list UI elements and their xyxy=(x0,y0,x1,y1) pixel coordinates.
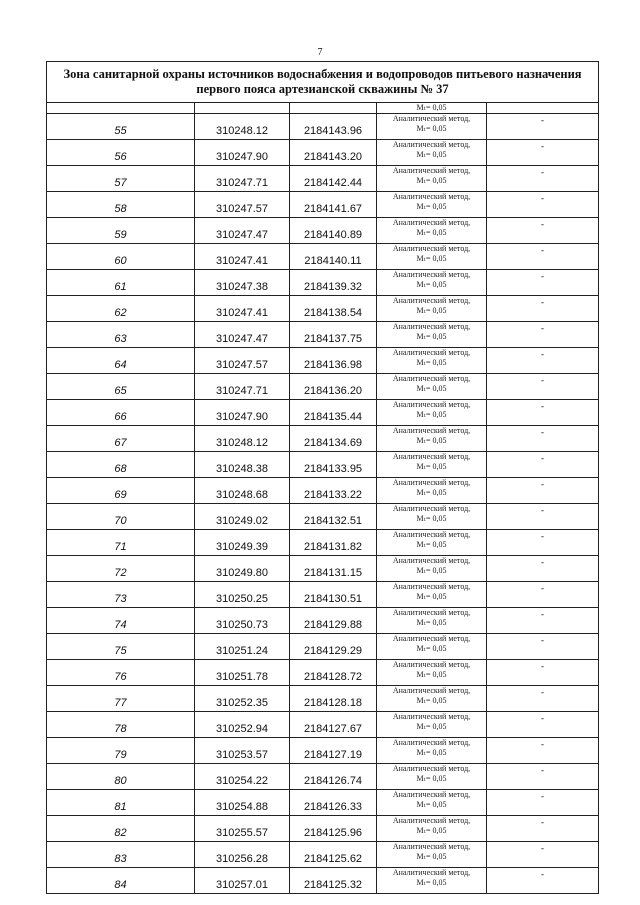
cell-err: - xyxy=(487,686,599,712)
cell-y: 2184128.18 xyxy=(290,686,377,712)
cell-err: - xyxy=(487,192,599,218)
method-accuracy: Mₜ= 0,05 xyxy=(416,332,447,341)
method-name: Аналитический метод, xyxy=(392,374,471,383)
method-accuracy: Mₜ= 0,05 xyxy=(416,410,447,419)
cell-y: 2184142.44 xyxy=(290,166,377,192)
cell-x: 310247.90 xyxy=(195,400,290,426)
cell-x xyxy=(195,103,290,114)
method-accuracy: Mₜ= 0,05 xyxy=(416,774,447,783)
cell-y: 2184139.32 xyxy=(290,270,377,296)
table-row xyxy=(47,686,599,712)
cell-method xyxy=(377,166,487,192)
cell-x: 310249.80 xyxy=(195,556,290,582)
cell-x: 310255.57 xyxy=(195,816,290,842)
table-title-line-1: Зона санитарной охраны источников водоснабжения и водопроводов питьевого назначения xyxy=(63,67,582,81)
cell-err: - xyxy=(487,582,599,608)
method-name: Аналитический метод, xyxy=(392,660,471,669)
cell-x: 310247.90 xyxy=(195,140,290,166)
method-name: Аналитический метод, xyxy=(392,608,471,617)
cell-method xyxy=(377,296,487,322)
cell-x: 310247.57 xyxy=(195,348,290,374)
method-accuracy: Mₜ= 0,05 xyxy=(416,488,447,497)
cell-x: 310248.12 xyxy=(195,114,290,140)
cell-num: 57 xyxy=(47,166,195,192)
table-row xyxy=(47,400,599,426)
cell-err: - xyxy=(487,816,599,842)
cell-err: - xyxy=(487,842,599,868)
method-accuracy: Mₜ= 0,05 xyxy=(416,644,447,653)
method-name: Аналитический метод, xyxy=(392,842,471,851)
cell-y: 2184143.96 xyxy=(290,114,377,140)
method-name: Аналитический метод, xyxy=(392,296,471,305)
cell-y: 2184126.74 xyxy=(290,764,377,790)
cell-num: 66 xyxy=(47,400,195,426)
cell-err: - xyxy=(487,296,599,322)
cell-method xyxy=(377,322,487,348)
method-accuracy: Mₜ= 0,05 xyxy=(416,462,447,471)
cell-method xyxy=(377,582,487,608)
method-name: Аналитический метод, xyxy=(392,452,471,461)
cell-method xyxy=(377,842,487,868)
method-accuracy: Mₜ= 0,05 xyxy=(416,618,447,627)
method-accuracy: Mₜ= 0,05 xyxy=(416,254,447,263)
cell-err: - xyxy=(487,530,599,556)
method-name: Аналитический метод, xyxy=(392,166,471,175)
cell-num: 63 xyxy=(47,322,195,348)
method-accuracy: Mₜ= 0,05 xyxy=(416,592,447,601)
cell-x: 310252.35 xyxy=(195,686,290,712)
table-row xyxy=(47,868,599,894)
cell-y: 2184127.67 xyxy=(290,712,377,738)
cell-y: 2184134.69 xyxy=(290,426,377,452)
cell-method xyxy=(377,103,487,114)
cell-method xyxy=(377,790,487,816)
table-row xyxy=(47,842,599,868)
method-accuracy: Mₜ= 0,05 xyxy=(416,722,447,731)
table-row xyxy=(47,322,599,348)
cell-method xyxy=(377,712,487,738)
method-accuracy: Mₜ= 0,05 xyxy=(416,436,447,445)
cell-num: 67 xyxy=(47,426,195,452)
cell-method xyxy=(377,634,487,660)
table-row xyxy=(47,556,599,582)
cell-x: 310247.57 xyxy=(195,192,290,218)
cell-method xyxy=(377,556,487,582)
cell-num: 71 xyxy=(47,530,195,556)
cell-y: 2184131.15 xyxy=(290,556,377,582)
cell-num: 62 xyxy=(47,296,195,322)
cell-num: 78 xyxy=(47,712,195,738)
cell-x: 310249.39 xyxy=(195,530,290,556)
table-row xyxy=(47,192,599,218)
cell-y: 2184141.67 xyxy=(290,192,377,218)
cell-y: 2184130.51 xyxy=(290,582,377,608)
table-row xyxy=(47,738,599,764)
method-accuracy: Mₜ= 0,05 xyxy=(416,202,447,211)
cell-method xyxy=(377,374,487,400)
cell-method xyxy=(377,192,487,218)
cell-method xyxy=(377,868,487,894)
coordinates-table xyxy=(46,61,599,894)
cell-err: - xyxy=(487,374,599,400)
method-name: Аналитический метод, xyxy=(392,582,471,591)
method-accuracy: Mₜ= 0,05 xyxy=(416,228,447,237)
cell-num: 84 xyxy=(47,868,195,894)
table-row xyxy=(47,478,599,504)
cell-err: - xyxy=(487,556,599,582)
cell-err: - xyxy=(487,712,599,738)
cell-x: 310248.12 xyxy=(195,426,290,452)
cell-y: 2184125.62 xyxy=(290,842,377,868)
cell-err: - xyxy=(487,764,599,790)
table-row xyxy=(47,634,599,660)
cell-num: 72 xyxy=(47,556,195,582)
table-row xyxy=(47,504,599,530)
table-row xyxy=(47,218,599,244)
method-name: Аналитический метод, xyxy=(392,400,471,409)
method-name: Аналитический метод, xyxy=(392,504,471,513)
method-name: Аналитический метод, xyxy=(392,634,471,643)
method-name: Аналитический метод, xyxy=(392,556,471,565)
table-row xyxy=(47,114,599,140)
cell-err: - xyxy=(487,660,599,686)
cell-num: 76 xyxy=(47,660,195,686)
cell-x: 310247.47 xyxy=(195,218,290,244)
cell-num: 59 xyxy=(47,218,195,244)
cell-y: 2184140.11 xyxy=(290,244,377,270)
table-title-row xyxy=(47,62,599,103)
cell-num: 83 xyxy=(47,842,195,868)
cell-method xyxy=(377,504,487,530)
cell-method xyxy=(377,478,487,504)
cell-x: 310256.28 xyxy=(195,842,290,868)
table-row xyxy=(47,608,599,634)
cell-num: 74 xyxy=(47,608,195,634)
method-name: Аналитический метод, xyxy=(392,868,471,877)
cell-method xyxy=(377,400,487,426)
table-row-continued xyxy=(47,103,599,114)
cell-err: - xyxy=(487,868,599,894)
cell-y: 2184136.20 xyxy=(290,374,377,400)
cell-err: - xyxy=(487,244,599,270)
cell-num: 82 xyxy=(47,816,195,842)
table-row xyxy=(47,452,599,478)
method-accuracy: Mₜ= 0,05 xyxy=(416,514,447,523)
method-accuracy: Mₜ= 0,05 xyxy=(416,176,447,185)
cell-err: - xyxy=(487,348,599,374)
cell-x: 310257.01 xyxy=(195,868,290,894)
table-row xyxy=(47,764,599,790)
method-accuracy: Mₜ= 0,05 xyxy=(416,124,447,133)
method-accuracy: Mₜ= 0,05 xyxy=(416,748,447,757)
cell-x: 310249.02 xyxy=(195,504,290,530)
method-accuracy: Mₜ= 0,05 xyxy=(416,878,447,887)
method-name: Аналитический метод, xyxy=(392,322,471,331)
cell-num: 56 xyxy=(47,140,195,166)
table-row xyxy=(47,426,599,452)
cell-method xyxy=(377,426,487,452)
cell-x: 310250.25 xyxy=(195,582,290,608)
table-title-line-2: первого пояса артезианской скважины № 37 xyxy=(196,82,449,96)
cell-num: 70 xyxy=(47,504,195,530)
method-accuracy: Mₜ= 0,05 xyxy=(416,280,447,289)
cell-num: 80 xyxy=(47,764,195,790)
cell-method xyxy=(377,348,487,374)
cell-num: 55 xyxy=(47,114,195,140)
cell-err: - xyxy=(487,452,599,478)
cell-y: 2184132.51 xyxy=(290,504,377,530)
cell-y: 2184133.95 xyxy=(290,452,377,478)
method-accuracy: Mₜ= 0,05 xyxy=(416,852,447,861)
method-accuracy: Mₜ= 0,05 xyxy=(416,540,447,549)
cell-y: 2184143.20 xyxy=(290,140,377,166)
method-name: Аналитический метод, xyxy=(392,686,471,695)
cell-err: - xyxy=(487,322,599,348)
cell-x: 310254.22 xyxy=(195,764,290,790)
cell-x: 310248.68 xyxy=(195,478,290,504)
cell-method xyxy=(377,738,487,764)
cell-num: 61 xyxy=(47,270,195,296)
cell-err: - xyxy=(487,426,599,452)
table-row xyxy=(47,582,599,608)
method-accuracy: Mₜ= 0,05 xyxy=(416,150,447,159)
method-name: Аналитический метод, xyxy=(392,790,471,799)
table-row xyxy=(47,348,599,374)
table-row xyxy=(47,296,599,322)
table-row xyxy=(47,530,599,556)
cell-y: 2184125.32 xyxy=(290,868,377,894)
cell-method xyxy=(377,764,487,790)
method-accuracy: Mₜ= 0,05 xyxy=(416,696,447,705)
page-number: 7 xyxy=(317,47,323,58)
method-accuracy: Mₜ= 0,05 xyxy=(416,566,447,575)
cell-num: 69 xyxy=(47,478,195,504)
cell-method xyxy=(377,608,487,634)
method-accuracy: Mₜ= 0,05 xyxy=(416,826,447,835)
cell-err: - xyxy=(487,270,599,296)
cell-x: 310247.38 xyxy=(195,270,290,296)
cell-y: 2184131.82 xyxy=(290,530,377,556)
cell-num: 77 xyxy=(47,686,195,712)
cell-y: 2184129.88 xyxy=(290,608,377,634)
method-name: Аналитический метод, xyxy=(392,114,471,123)
cell-x: 310250.73 xyxy=(195,608,290,634)
cell-y: 2184140.89 xyxy=(290,218,377,244)
table-title xyxy=(47,62,599,103)
cell-err: - xyxy=(487,218,599,244)
cell-method xyxy=(377,114,487,140)
method-accuracy: Mₜ= 0,05 xyxy=(416,800,447,809)
table-row xyxy=(47,660,599,686)
cell-y xyxy=(290,103,377,114)
cell-num: 64 xyxy=(47,348,195,374)
method-accuracy: Mₜ= 0,05 xyxy=(416,103,447,112)
table-row xyxy=(47,244,599,270)
method-name: Аналитический метод, xyxy=(392,192,471,201)
cell-err: - xyxy=(487,738,599,764)
cell-num: 65 xyxy=(47,374,195,400)
cell-err: - xyxy=(487,400,599,426)
method-name: Аналитический метод, xyxy=(392,764,471,773)
cell-method xyxy=(377,530,487,556)
cell-method xyxy=(377,660,487,686)
cell-x: 310251.78 xyxy=(195,660,290,686)
cell-x: 310247.41 xyxy=(195,296,290,322)
cell-x: 310253.57 xyxy=(195,738,290,764)
method-name: Аналитический метод, xyxy=(392,426,471,435)
cell-err: - xyxy=(487,634,599,660)
cell-num: 73 xyxy=(47,582,195,608)
cell-x: 310247.41 xyxy=(195,244,290,270)
cell-err xyxy=(487,103,599,114)
method-name: Аналитический метод, xyxy=(392,244,471,253)
method-name: Аналитический метод, xyxy=(392,738,471,747)
cell-x: 310248.38 xyxy=(195,452,290,478)
cell-x: 310247.47 xyxy=(195,322,290,348)
cell-num: 58 xyxy=(47,192,195,218)
cell-method xyxy=(377,270,487,296)
cell-method xyxy=(377,218,487,244)
table-row xyxy=(47,790,599,816)
coordinates-table-body xyxy=(47,62,599,894)
method-accuracy: Mₜ= 0,05 xyxy=(416,358,447,367)
cell-y: 2184125.96 xyxy=(290,816,377,842)
method-name: Аналитический метод, xyxy=(392,218,471,227)
cell-y: 2184129.29 xyxy=(290,634,377,660)
method-name: Аналитический метод, xyxy=(392,348,471,357)
cell-num: 60 xyxy=(47,244,195,270)
cell-err: - xyxy=(487,608,599,634)
method-accuracy: Mₜ= 0,05 xyxy=(416,384,447,393)
cell-x: 310254.88 xyxy=(195,790,290,816)
cell-err: - xyxy=(487,790,599,816)
table-row xyxy=(47,816,599,842)
table-row xyxy=(47,374,599,400)
cell-y: 2184127.19 xyxy=(290,738,377,764)
cell-err: - xyxy=(487,140,599,166)
cell-num xyxy=(47,103,195,114)
cell-y: 2184133.22 xyxy=(290,478,377,504)
method-name: Аналитический метод, xyxy=(392,270,471,279)
cell-err: - xyxy=(487,114,599,140)
method-accuracy: Mₜ= 0,05 xyxy=(416,306,447,315)
cell-y: 2184137.75 xyxy=(290,322,377,348)
cell-y: 2184138.54 xyxy=(290,296,377,322)
method-name: Аналитический метод, xyxy=(392,712,471,721)
cell-num: 68 xyxy=(47,452,195,478)
cell-x: 310252.94 xyxy=(195,712,290,738)
cell-num: 79 xyxy=(47,738,195,764)
table-row xyxy=(47,712,599,738)
cell-y: 2184128.72 xyxy=(290,660,377,686)
method-name: Аналитический метод, xyxy=(392,530,471,539)
cell-method xyxy=(377,686,487,712)
cell-num: 75 xyxy=(47,634,195,660)
cell-err: - xyxy=(487,504,599,530)
method-name: Аналитический метод, xyxy=(392,140,471,149)
method-accuracy: Mₜ= 0,05 xyxy=(416,670,447,679)
cell-method xyxy=(377,140,487,166)
table-row xyxy=(47,166,599,192)
cell-err: - xyxy=(487,478,599,504)
table-row xyxy=(47,270,599,296)
cell-x: 310247.71 xyxy=(195,374,290,400)
method-name: Аналитический метод, xyxy=(392,816,471,825)
method-name: Аналитический метод, xyxy=(392,478,471,487)
cell-method xyxy=(377,244,487,270)
cell-y: 2184136.98 xyxy=(290,348,377,374)
table-row xyxy=(47,140,599,166)
cell-y: 2184126.33 xyxy=(290,790,377,816)
cell-method xyxy=(377,452,487,478)
cell-x: 310251.24 xyxy=(195,634,290,660)
cell-y: 2184135.44 xyxy=(290,400,377,426)
cell-method xyxy=(377,816,487,842)
cell-err: - xyxy=(487,166,599,192)
cell-num: 81 xyxy=(47,790,195,816)
cell-x: 310247.71 xyxy=(195,166,290,192)
